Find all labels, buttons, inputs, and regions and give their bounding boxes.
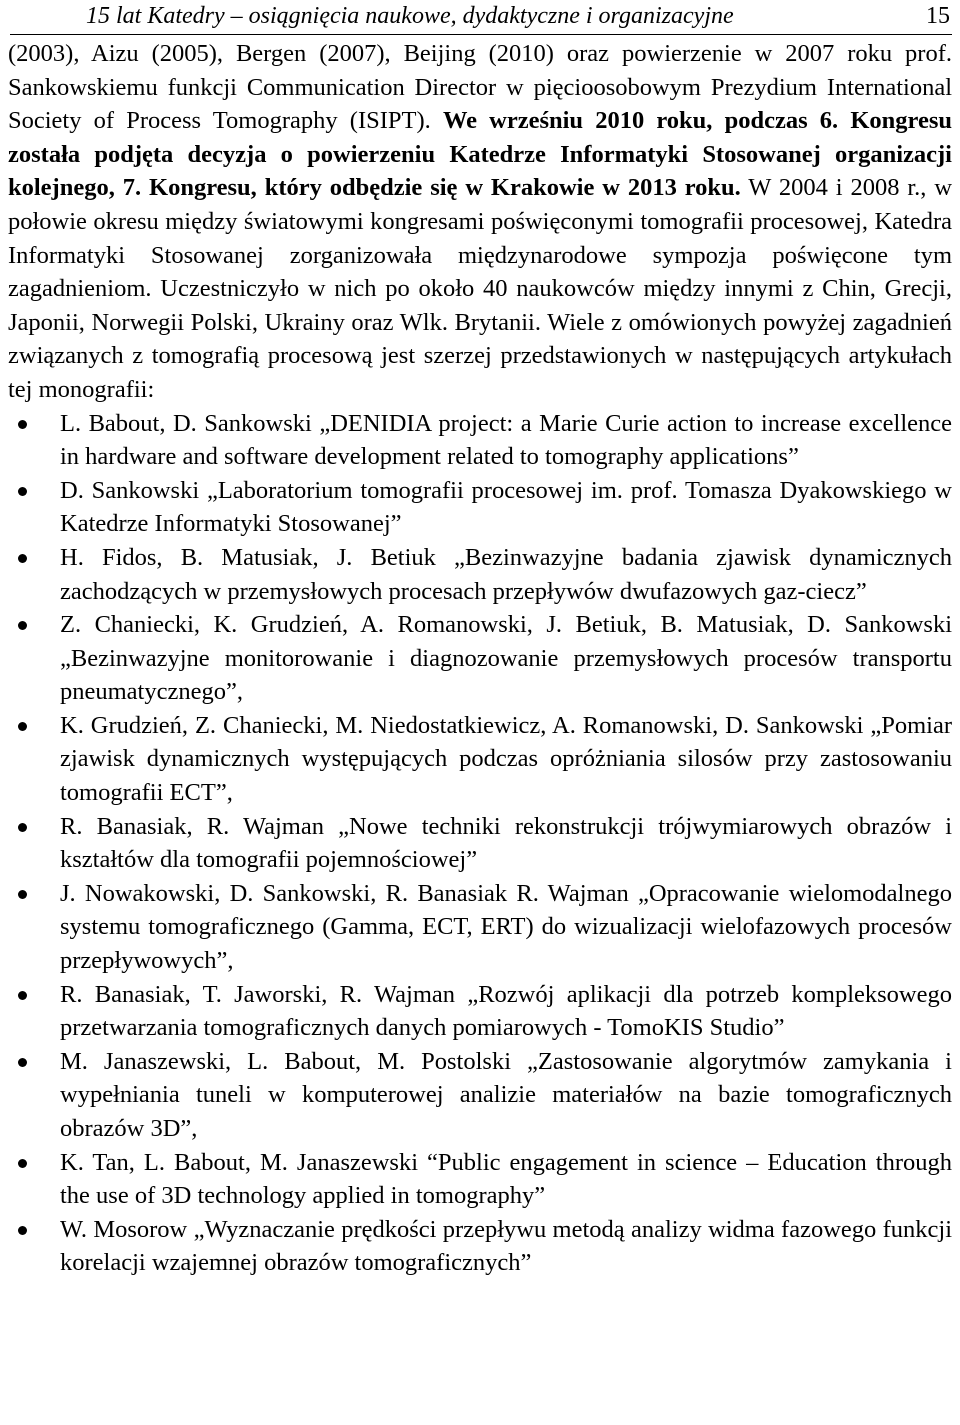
bullet-icon bbox=[18, 890, 27, 899]
reference-item bbox=[8, 877, 952, 978]
reference-text: Z. Chaniecki, K. Grudzień, A. Romanowski, J. Betiuk, B. Matusiak, D. Sankowski „Bezinwazyjne monitorowanie i diagnozowanie przemysłowych procesów transportu pneumatycznego”, bbox=[60, 611, 952, 706]
reference-item bbox=[8, 978, 952, 1045]
reference-text: K. Tan, L. Babout, M. Janaszewski “Public engagement in science – Education through the use of 3D technology applied in tomography” bbox=[60, 1148, 952, 1210]
page-number: 15 bbox=[926, 3, 950, 29]
bullet-icon bbox=[18, 621, 27, 630]
reference-text: L. Babout, D. Sankowski „DENIDIA project: a Marie Curie action to increase excellence in hardware and software development related to tomography applications” bbox=[60, 409, 952, 471]
reference-text: H. Fidos, B. Matusiak, J. Betiuk „Bezinwazyjne badania zjawisk dynamicznych zachodzących w przemysłowych procesach przepływów dwufazowych gaz-ciecz” bbox=[60, 543, 952, 605]
bullet-icon bbox=[18, 1159, 27, 1168]
running-header bbox=[10, 0, 952, 35]
bullet-icon bbox=[18, 554, 27, 563]
paragraph-bold-text: We wrześniu 2010 roku, podczas 6. Kongresu została podjęta decyzja o powierzeniu Katedrze Informatyki Stosowanej organizacji kolejnego, 7. Kongresu, który odbędzie się w Krakowie w 2013 roku. bbox=[8, 107, 952, 202]
reference-text: K. Grudzień, Z. Chaniecki, M. Niedostatkiewicz, A. Romanowski, D. Sankowski „Pomiar zjawisk dynamicznych występujących podczas opróżniania silosów przy zastosowaniu tomografii ECT”, bbox=[60, 711, 952, 807]
reference-text: M. Janaszewski, L. Babout, M. Postolski „Zastosowanie algorytmów zamykania i wypełniania tuneli w komputerowej analizie materiałów na bazie tomograficznych obrazów 3D”, bbox=[60, 1047, 952, 1142]
reference-item bbox=[8, 810, 952, 877]
reference-text: W. Mosorow „Wyznaczanie prędkości przepływu metodą analizy widma fazowego funkcji korelacji wzajemnej obrazów tomograficznych” bbox=[60, 1215, 952, 1277]
reference-text: R. Banasiak, R. Wajman „Nowe techniki rekonstrukcji trójwymiarowych obrazów i kształtów dla tomografii pojemnościowej” bbox=[60, 812, 952, 874]
reference-item bbox=[8, 1045, 952, 1146]
body-paragraph bbox=[8, 37, 952, 407]
paragraph-text-2: W 2004 i 2008 r., w połowie okresu między światowymi kongresami poświęconymi tomografii procesowej, Katedra Informatyki Stosowanej zorganizowała międzynarodowe sympozja poświęcone tym zagadnieniom. Uczestniczyło w nich po około 40 naukowców między innymi z Chin, Grecji, Japonii, Norwegii Polski, Ukrainy oraz Wlk. Brytanii. Wiele z omówionych powyżej zagadnień związanych z tomografią procesową jest szerzej przedstawionych w następujących artykułach tej monografii: bbox=[8, 174, 953, 403]
reference-item bbox=[8, 608, 952, 709]
reference-item bbox=[8, 709, 952, 810]
reference-item bbox=[8, 541, 952, 608]
reference-item bbox=[8, 1213, 952, 1280]
bullet-icon bbox=[18, 722, 27, 731]
bullet-icon bbox=[18, 991, 27, 1000]
bullet-icon bbox=[18, 823, 27, 832]
reference-list bbox=[8, 407, 952, 1280]
reference-text: J. Nowakowski, D. Sankowski, R. Banasiak R. Wajman „Opracowanie wielomodalnego systemu tomograficznego (Gamma, ECT, ERT) do wizualizacji wielofazowych procesów przepływowych”, bbox=[60, 879, 952, 975]
reference-item bbox=[8, 474, 952, 541]
bullet-icon bbox=[18, 1058, 27, 1067]
reference-text: R. Banasiak, T. Jaworski, R. Wajman „Rozwój aplikacji dla potrzeb kompleksowego przetwarzania tomograficznych danych pomiarowych - TomoKIS Studio” bbox=[60, 980, 952, 1042]
bullet-icon bbox=[18, 420, 27, 429]
reference-item bbox=[8, 1146, 952, 1213]
reference-text: D. Sankowski „Laboratorium tomografii procesowej im. prof. Tomasza Dyakowskiego w Katedrze Informatyki Stosowanej” bbox=[60, 476, 952, 538]
reference-item bbox=[8, 407, 952, 474]
paragraph-text-1: (2003), Aizu (2005), Bergen (2007), Beijing (2010) oraz powierzenie w 2007 roku prof. Sankowskiemu funkcji Communication Director w pięcioosobowym Prezydium International Society of Process Tomography (ISIPT). bbox=[8, 40, 952, 135]
bullet-icon bbox=[18, 1226, 27, 1235]
body-text bbox=[8, 37, 952, 1280]
header-title: 15 lat Katedry – osiągnięcia naukowe, dydaktyczne i organizacyjne bbox=[86, 3, 734, 29]
bullet-icon bbox=[18, 487, 27, 496]
